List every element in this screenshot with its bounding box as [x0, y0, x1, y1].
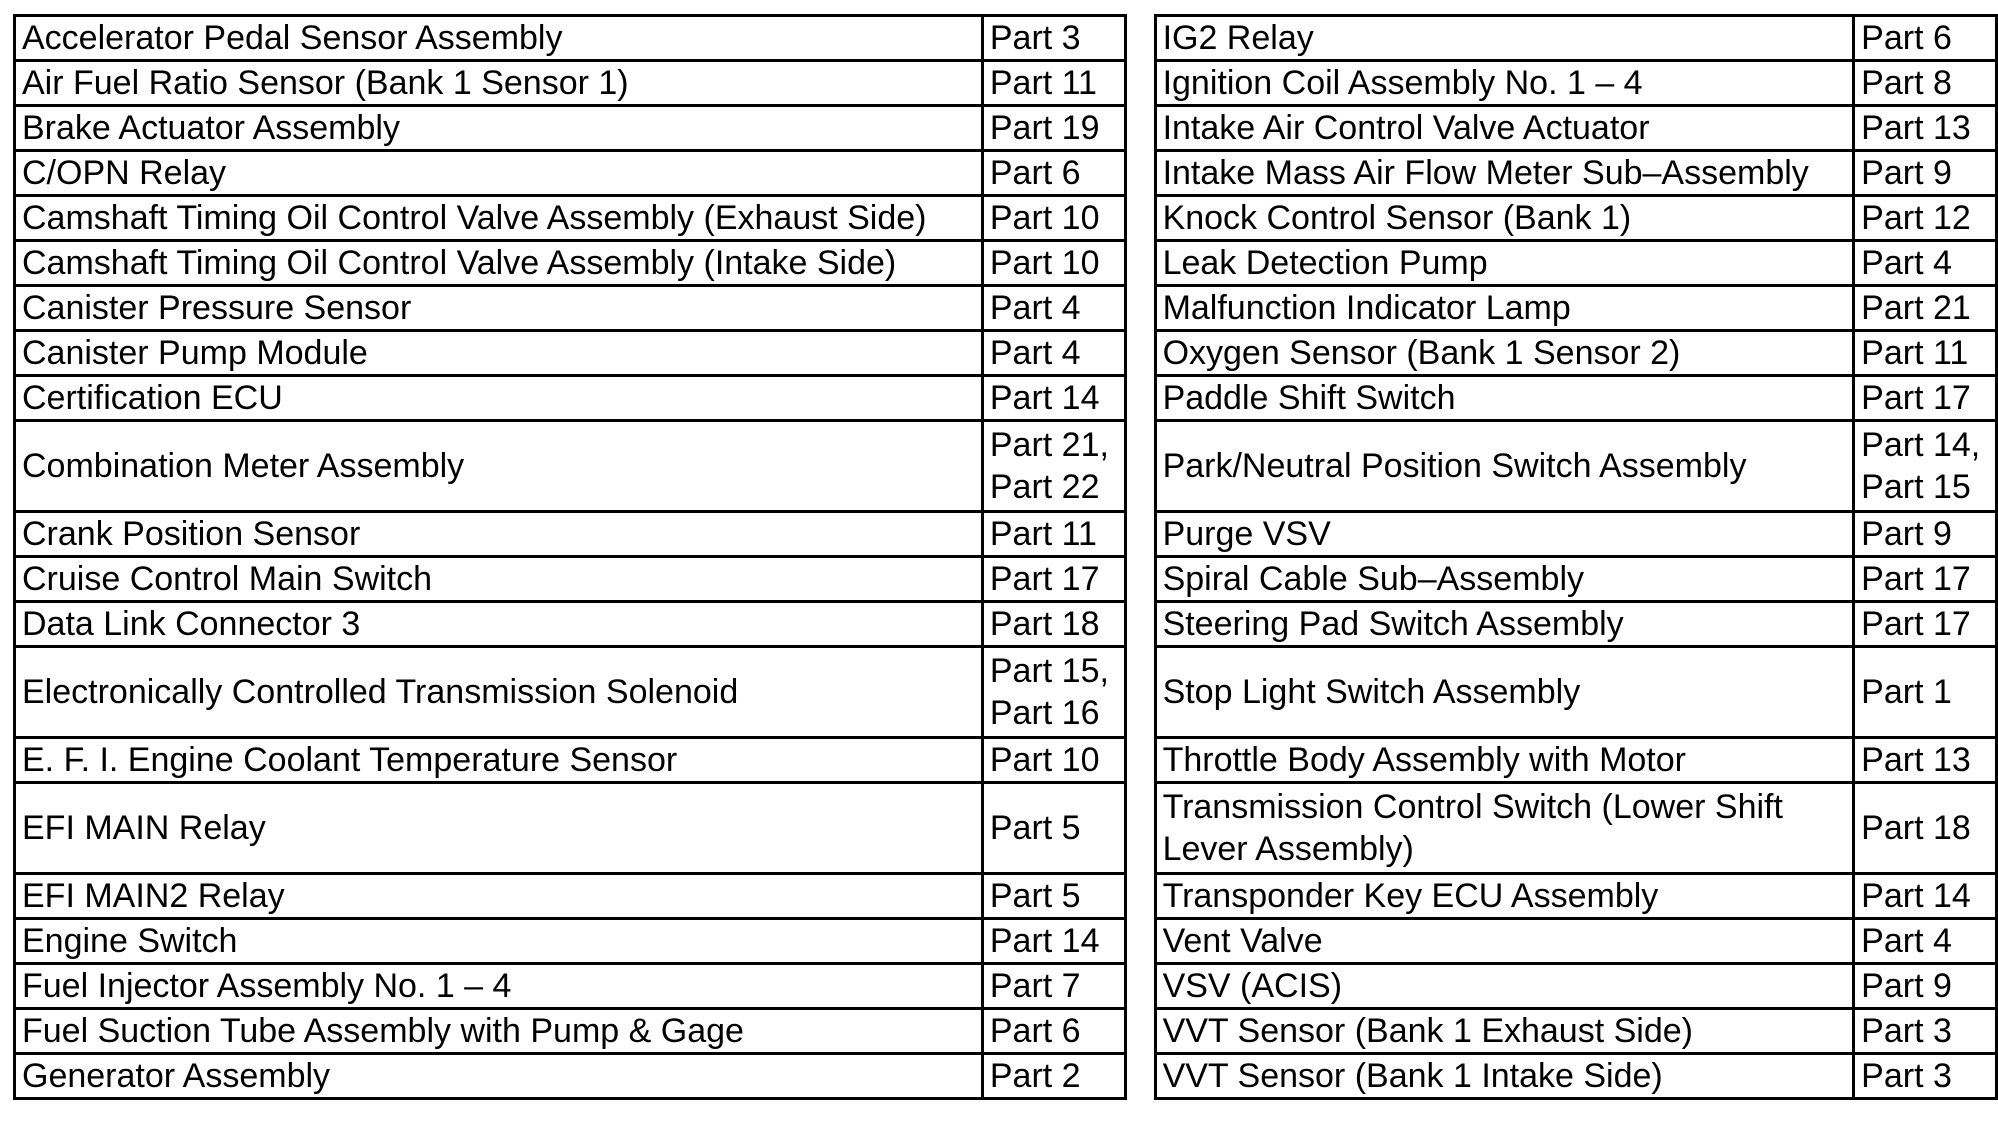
column-gap: [1125, 919, 1155, 964]
part-location: Part 19: [982, 106, 1125, 151]
part-location: Part 18: [982, 602, 1125, 647]
table-row: [15, 376, 1997, 421]
part-location: Part 9: [1854, 964, 1997, 1009]
component-name: Intake Air Control Valve Actuator: [1155, 106, 1854, 151]
component-name: Brake Actuator Assembly: [15, 106, 983, 151]
column-gap: [1125, 783, 1155, 874]
part-location: Part 3: [1854, 1009, 1997, 1054]
component-name: E. F. I. Engine Coolant Temperature Sensor: [15, 738, 983, 783]
table-row: [15, 964, 1997, 1009]
component-name: Throttle Body Assembly with Motor: [1155, 738, 1854, 783]
part-location: Part 17: [1854, 376, 1997, 421]
table-row: [15, 738, 1997, 783]
component-name: VVT Sensor (Bank 1 Intake Side): [1155, 1054, 1854, 1099]
column-gap: [1125, 376, 1155, 421]
table-row: [15, 647, 1997, 738]
component-name: Crank Position Sensor: [15, 512, 983, 557]
column-gap: [1125, 738, 1155, 783]
part-location: Part 1: [1854, 647, 1997, 738]
component-name: EFI MAIN Relay: [15, 783, 983, 874]
component-name: Ignition Coil Assembly No. 1 – 4: [1155, 61, 1854, 106]
component-name: C/OPN Relay: [15, 151, 983, 196]
column-gap: [1125, 106, 1155, 151]
component-name: Malfunction Indicator Lamp: [1155, 286, 1854, 331]
part-location: Part 4: [1854, 241, 1997, 286]
column-gap: [1125, 421, 1155, 512]
column-gap: [1125, 16, 1155, 61]
column-gap: [1125, 61, 1155, 106]
component-name: Camshaft Timing Oil Control Valve Assembly (Exhaust Side): [15, 196, 983, 241]
part-location: Part 5: [982, 874, 1125, 919]
part-location: Part 10: [982, 196, 1125, 241]
part-location: Part 14, Part 15: [1854, 421, 1997, 512]
part-location: Part 14: [1854, 874, 1997, 919]
part-location: Part 17: [1854, 602, 1997, 647]
component-name: Fuel Suction Tube Assembly with Pump & Gage: [15, 1009, 983, 1054]
column-gap: [1125, 286, 1155, 331]
column-gap: [1125, 331, 1155, 376]
part-location: Part 10: [982, 241, 1125, 286]
column-gap: [1125, 196, 1155, 241]
part-location: Part 21: [1854, 286, 1997, 331]
component-name: Paddle Shift Switch: [1155, 376, 1854, 421]
table-row: [15, 286, 1997, 331]
part-location: Part 6: [982, 1009, 1125, 1054]
component-location-table: [13, 14, 1998, 1100]
table-row: [15, 1009, 1997, 1054]
table-row: [15, 512, 1997, 557]
component-name: Leak Detection Pump: [1155, 241, 1854, 286]
part-location: Part 6: [1854, 16, 1997, 61]
part-location: Part 3: [982, 16, 1125, 61]
table-row: [15, 1054, 1997, 1099]
part-location: Part 7: [982, 964, 1125, 1009]
part-location: Part 21, Part 22: [982, 421, 1125, 512]
table-row: [15, 602, 1997, 647]
column-gap: [1125, 1054, 1155, 1099]
part-location: Part 17: [982, 557, 1125, 602]
column-gap: [1125, 874, 1155, 919]
component-name: Vent Valve: [1155, 919, 1854, 964]
component-name: Combination Meter Assembly: [15, 421, 983, 512]
table-row: [15, 151, 1997, 196]
part-location: Part 18: [1854, 783, 1997, 874]
column-gap: [1125, 1009, 1155, 1054]
component-name: Accelerator Pedal Sensor Assembly: [15, 16, 983, 61]
part-location: Part 13: [1854, 106, 1997, 151]
part-location: Part 6: [982, 151, 1125, 196]
part-location: Part 11: [982, 61, 1125, 106]
table-row: [15, 16, 1997, 61]
table-row: [15, 196, 1997, 241]
column-gap: [1125, 151, 1155, 196]
component-name: Park/Neutral Position Switch Assembly: [1155, 421, 1854, 512]
component-name: Certification ECU: [15, 376, 983, 421]
part-location: Part 9: [1854, 512, 1997, 557]
component-name: Engine Switch: [15, 919, 983, 964]
column-gap: [1125, 557, 1155, 602]
part-location: Part 13: [1854, 738, 1997, 783]
component-name: Generator Assembly: [15, 1054, 983, 1099]
part-location: Part 4: [982, 286, 1125, 331]
part-location: Part 4: [982, 331, 1125, 376]
table-row: [15, 557, 1997, 602]
column-gap: [1125, 647, 1155, 738]
component-name: Canister Pump Module: [15, 331, 983, 376]
table-row: [15, 61, 1997, 106]
table-row: [15, 106, 1997, 151]
component-name: Steering Pad Switch Assembly: [1155, 602, 1854, 647]
table-row: [15, 783, 1997, 874]
part-location: Part 14: [982, 919, 1125, 964]
component-name: Camshaft Timing Oil Control Valve Assembly (Intake Side): [15, 241, 983, 286]
part-location: Part 10: [982, 738, 1125, 783]
part-location: Part 2: [982, 1054, 1125, 1099]
part-location: Part 15, Part 16: [982, 647, 1125, 738]
column-gap: [1125, 602, 1155, 647]
component-name: VVT Sensor (Bank 1 Exhaust Side): [1155, 1009, 1854, 1054]
component-name: Purge VSV: [1155, 512, 1854, 557]
column-gap: [1125, 964, 1155, 1009]
component-name: Transmission Control Switch (Lower Shift Lever Assembly): [1155, 783, 1854, 874]
component-name: Stop Light Switch Assembly: [1155, 647, 1854, 738]
component-name: EFI MAIN2 Relay: [15, 874, 983, 919]
column-gap: [1125, 241, 1155, 286]
component-name: Oxygen Sensor (Bank 1 Sensor 2): [1155, 331, 1854, 376]
component-name: Cruise Control Main Switch: [15, 557, 983, 602]
part-location: Part 14: [982, 376, 1125, 421]
part-location: Part 4: [1854, 919, 1997, 964]
part-location: Part 11: [1854, 331, 1997, 376]
part-location: Part 3: [1854, 1054, 1997, 1099]
table-row: [15, 241, 1997, 286]
component-name: Air Fuel Ratio Sensor (Bank 1 Sensor 1): [15, 61, 983, 106]
component-name: Knock Control Sensor (Bank 1): [1155, 196, 1854, 241]
part-location: Part 11: [982, 512, 1125, 557]
component-name: Spiral Cable Sub–Assembly: [1155, 557, 1854, 602]
part-location: Part 8: [1854, 61, 1997, 106]
part-location: Part 17: [1854, 557, 1997, 602]
table-row: [15, 331, 1997, 376]
part-location: Part 5: [982, 783, 1125, 874]
component-name: Transponder Key ECU Assembly: [1155, 874, 1854, 919]
component-name: Data Link Connector 3: [15, 602, 983, 647]
table-row: [15, 874, 1997, 919]
table-row: [15, 919, 1997, 964]
column-gap: [1125, 512, 1155, 557]
component-name: IG2 Relay: [1155, 16, 1854, 61]
component-name: Fuel Injector Assembly No. 1 – 4: [15, 964, 983, 1009]
part-location: Part 12: [1854, 196, 1997, 241]
component-name: VSV (ACIS): [1155, 964, 1854, 1009]
table-body: [15, 16, 1997, 1099]
table-row: [15, 421, 1997, 512]
component-name: Electronically Controlled Transmission Solenoid: [15, 647, 983, 738]
component-name: Intake Mass Air Flow Meter Sub–Assembly: [1155, 151, 1854, 196]
component-name: Canister Pressure Sensor: [15, 286, 983, 331]
part-location: Part 9: [1854, 151, 1997, 196]
